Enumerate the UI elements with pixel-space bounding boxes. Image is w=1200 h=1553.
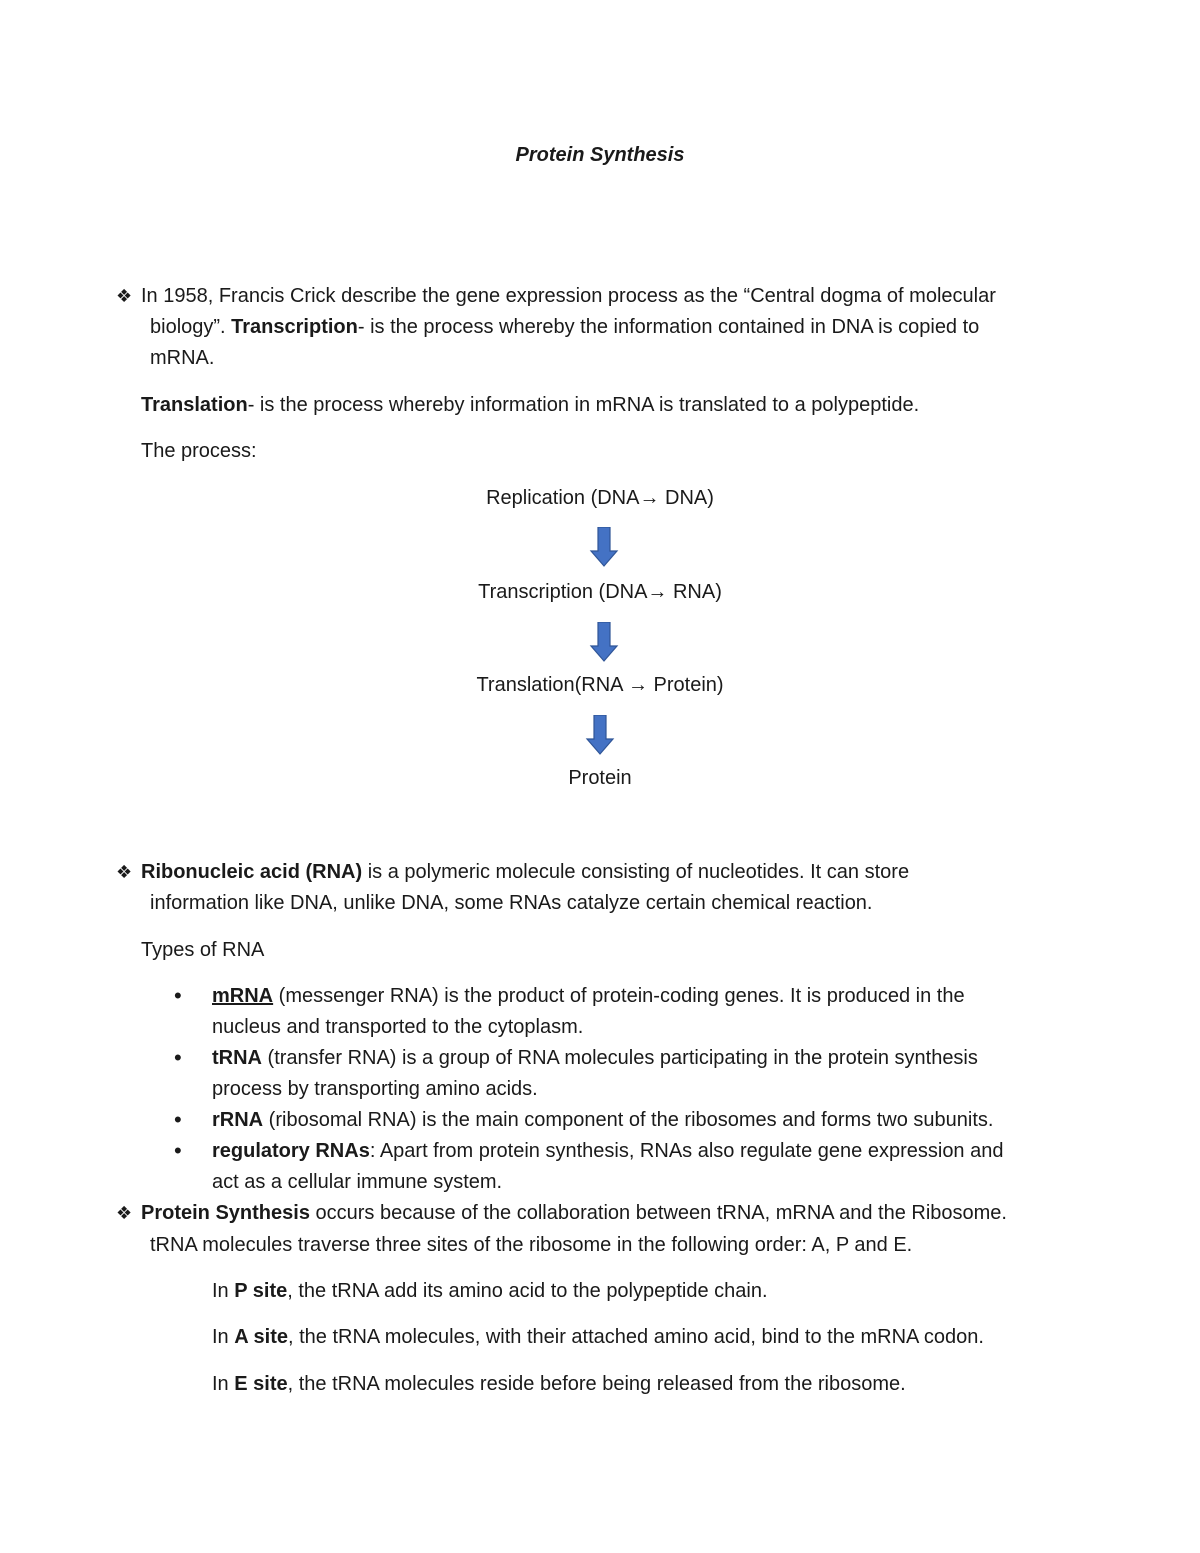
protein-synthesis-term: Protein Synthesis <box>141 1202 310 1224</box>
page-title: Protein Synthesis <box>515 144 685 166</box>
list-item <box>212 1138 1003 1164</box>
list-item-continuation: process by transporting amino acids. <box>212 1078 538 1100</box>
list-item <box>212 1107 993 1133</box>
flow-step-protein: Protein <box>568 767 632 789</box>
mrna-term: mRNA <box>212 985 274 1007</box>
intro-line-2-start: biology”. <box>150 316 232 338</box>
trna-term: tRNA <box>212 1047 262 1069</box>
p-site-term: P site <box>234 1280 288 1302</box>
site-line-a <box>212 1324 984 1350</box>
protein-synthesis-line-2: tRNA molecules traverse three sites of the ribosome in the following order: A, P and E. <box>150 1234 913 1256</box>
rrna-term: rRNA <box>212 1109 264 1131</box>
site-text: , the tRNA molecules, with their attached amino acid, bind to the mRNA codon. <box>287 1326 984 1348</box>
translation-term: Translation <box>141 394 248 416</box>
site-text: , the tRNA add its amino acid to the polypeptide chain. <box>287 1280 768 1302</box>
translation-definition: - is the process whereby information in mRNA is translated to a polypeptide. <box>247 394 920 416</box>
protein-synthesis-line-1 <box>141 1200 1007 1226</box>
flow-step-translation: Translation(RNA → Protein) <box>476 674 724 696</box>
rna-line-2: information like DNA, unlike DNA, some RNAs catalyze certain chemical reaction. <box>150 892 873 914</box>
list-item-continuation: nucleus and transported to the cytoplasm. <box>212 1016 584 1038</box>
list-item <box>212 1045 978 1071</box>
flow-step-replication: Replication (DNA→ DNA) <box>486 487 714 509</box>
intro-line-2 <box>150 314 979 340</box>
down-arrow-icon <box>585 715 615 755</box>
rna-line-1 <box>141 859 909 885</box>
bullet-dot-icon: • <box>174 1107 182 1132</box>
a-site-term: A site <box>234 1326 288 1348</box>
rna-term: Ribonucleic acid (RNA) <box>141 861 363 883</box>
diamond-bullet-icon: ❖ <box>116 862 133 882</box>
bullet-dot-icon: • <box>174 1045 182 1070</box>
list-item-text: (messenger RNA) is the product of protein-coding genes. It is produced in the <box>273 985 965 1007</box>
list-item-text: : Apart from protein synthesis, RNAs also regulate gene expression and <box>369 1140 1004 1162</box>
bullet-dot-icon: • <box>174 1138 182 1163</box>
protein-synthesis-definition: occurs because of the collaboration between tRNA, mRNA and the Ribosome. <box>309 1202 1007 1224</box>
bullet-dot-icon: • <box>174 983 182 1008</box>
rna-definition: is a polymeric molecule consisting of nucleotides. It can store <box>362 861 910 883</box>
intro-line-1: In 1958, Francis Crick describe the gene expression process as the “Central dogma of molecular <box>141 285 996 307</box>
site-text: , the tRNA molecules reside before being released from the ribosome. <box>287 1373 906 1395</box>
site-prefix: In <box>212 1326 235 1348</box>
regulatory-rnas-term: regulatory RNAs <box>212 1140 370 1162</box>
down-arrow-icon <box>589 527 619 567</box>
types-label: Types of RNA <box>141 939 265 961</box>
transcription-term: Transcription <box>231 316 358 338</box>
down-arrow-icon <box>589 622 619 662</box>
site-prefix: In <box>212 1373 235 1395</box>
site-prefix: In <box>212 1280 235 1302</box>
list-item-text: (transfer RNA) is a group of RNA molecules participating in the protein synthesis <box>262 1047 978 1069</box>
site-line-p <box>212 1278 768 1304</box>
flow-step-transcription: Transcription (DNA→ RNA) <box>478 581 722 603</box>
diamond-bullet-icon: ❖ <box>116 1203 133 1223</box>
list-item-text: (ribosomal RNA) is the main component of the ribosomes and forms two subunits. <box>263 1109 994 1131</box>
e-site-term: E site <box>234 1373 288 1395</box>
process-label: The process: <box>141 440 257 462</box>
diamond-bullet-icon: ❖ <box>116 286 133 306</box>
transcription-definition: - is the process whereby the information contained in DNA is copied to <box>357 316 980 338</box>
list-item <box>212 983 965 1009</box>
list-item-continuation: act as a cellular immune system. <box>212 1171 503 1193</box>
translation-line <box>141 392 919 418</box>
intro-line-3: mRNA. <box>150 347 215 369</box>
site-line-e <box>212 1371 906 1397</box>
